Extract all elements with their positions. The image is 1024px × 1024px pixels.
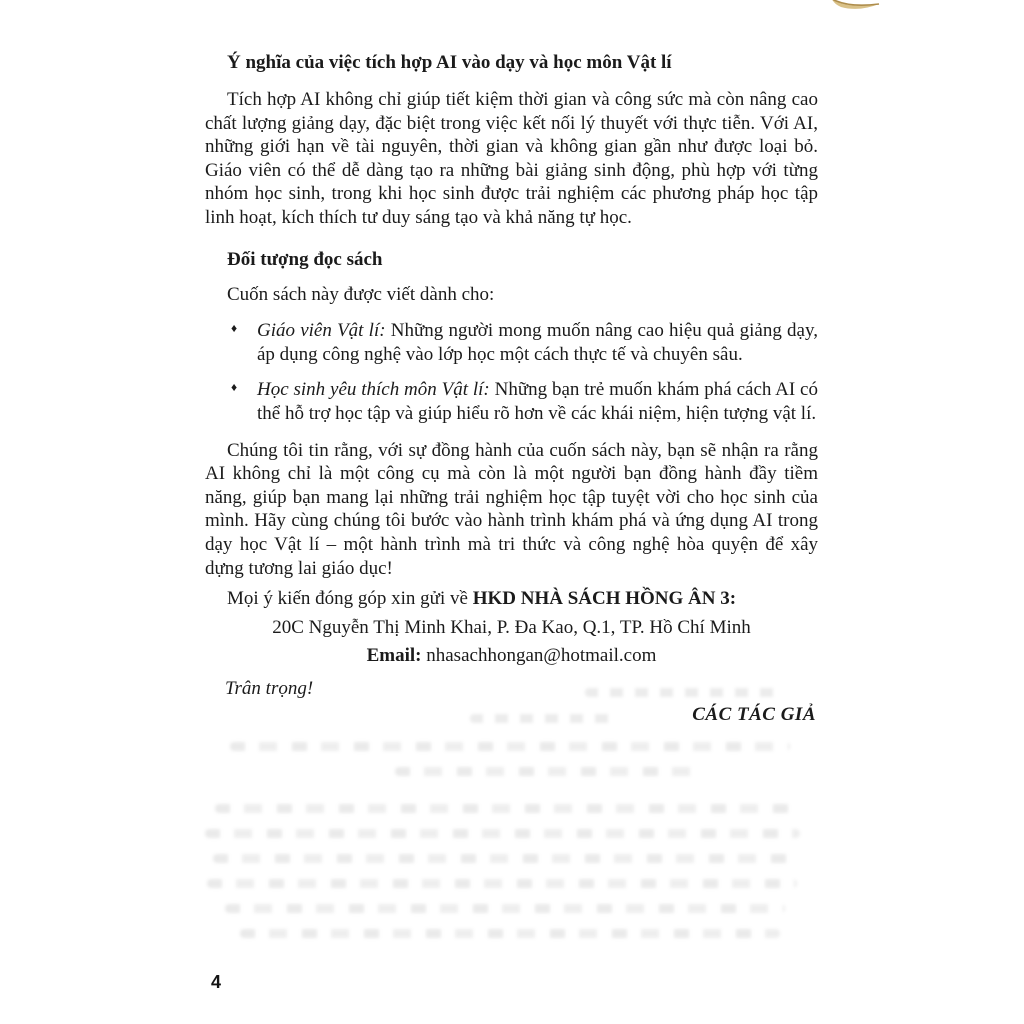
paragraph-companion-message: Chúng tôi tin rằng, với sự đồng hành của cuốn sách này, bạn sẽ nhận ra rằng AI không chỉ là một công cụ mà còn là một người bạn đồng hành đầy tiềm năng, giúp bạn mang lại những trải nghiệm học tập tuyệt vời cho học sinh của mình. Hãy cùng chúng tôi bước vào hành trình khám phá và ứng dụng AI trong dạy học Vật lí – một hành trình mà tri thức và công nghệ hòa quyện để xây dựng tương lai giáo dục! [205,439,818,579]
bleedthrough-line [240,929,780,938]
bookstore-name: HKD NHÀ SÁCH HỒNG ÂN 3: [472,588,737,610]
bleedthrough-line [230,742,790,751]
paragraph-ai-benefits: Tích hợp AI không chỉ giúp tiết kiệm thời gian và công sức mà còn nâng cao chất lượng giảng dạy, đặc biệt trong việc kết nối lý thuyết với thực tiễn. Với AI, những giới hạn về tài nguyên, thời gian và không gian gần như được loại bỏ. Giáo viên có thể dễ dàng tạo ra những bài giảng sinh động, phù hợp với từng nhóm học sinh, trong khi học sinh được trải nghiệm các phương pháp học tập linh hoạt, kích thích tư duy sáng tạo và khả năng tự học. [205,89,818,228]
bullet-teachers-lead: Giáo viên Vật lí: [257,320,386,342]
page-number: 4 [211,972,222,992]
bullet-students-body: Những bạn trẻ muốn khám phá cách AI có thể hỗ trợ học tập và giúp hiểu rõ hơn về các khái niệm, hiện tượng vật lí. [257,379,818,424]
bleedthrough-line [215,804,790,813]
bullet-students-lead: Học sinh yêu thích môn Vật lí: [257,379,490,401]
bleedthrough-text-region [205,742,818,954]
heading-meaning-of-ai-integration: Ý nghĩa của việc tích hợp AI vào dạy và học môn Vật lí [227,52,672,73]
bullet-item-teachers [231,319,818,366]
bullet-teachers-body: Những người mong muốn nâng cao hiệu quả giảng dạy, áp dụng công nghệ vào lớp học một cách thực tế và chuyên sâu. [257,320,819,365]
authors-signature: CÁC TÁC GIẢ [692,704,816,726]
feedback-lead-text: Mọi ý kiến đóng góp xin gửi về [227,588,473,610]
bullet-students-text [257,378,818,425]
feedback-line [205,587,818,611]
bullet-teachers-text [257,319,818,366]
email-label: Email: [366,645,422,667]
email-address: nhasachhongan@hotmail.com [426,645,657,667]
bleedthrough-line [395,767,695,776]
closing-salutation: Trân trọng! [225,677,314,699]
bleedthrough-smudge [585,688,785,697]
bleedthrough-smudge [470,714,620,723]
email-line [205,644,818,668]
target-readers-intro: Cuốn sách này được viết dành cho: [227,283,495,305]
bleedthrough-line [225,904,785,913]
heading-target-readers: Đối tượng đọc sách [227,248,383,270]
gold-swoosh-decoration [831,0,881,13]
bleedthrough-line [207,879,797,888]
page-content [205,50,818,727]
bullet-diamond-icon: ♦ [231,321,238,336]
bleedthrough-line [213,854,798,863]
bullet-item-students [231,378,818,425]
address-line: 20C Nguyễn Thị Minh Khai, P. Đa Kao, Q.1, TP. Hồ Chí Minh [272,616,751,638]
bullet-diamond-icon: ♦ [231,380,238,395]
bleedthrough-line [205,829,800,838]
